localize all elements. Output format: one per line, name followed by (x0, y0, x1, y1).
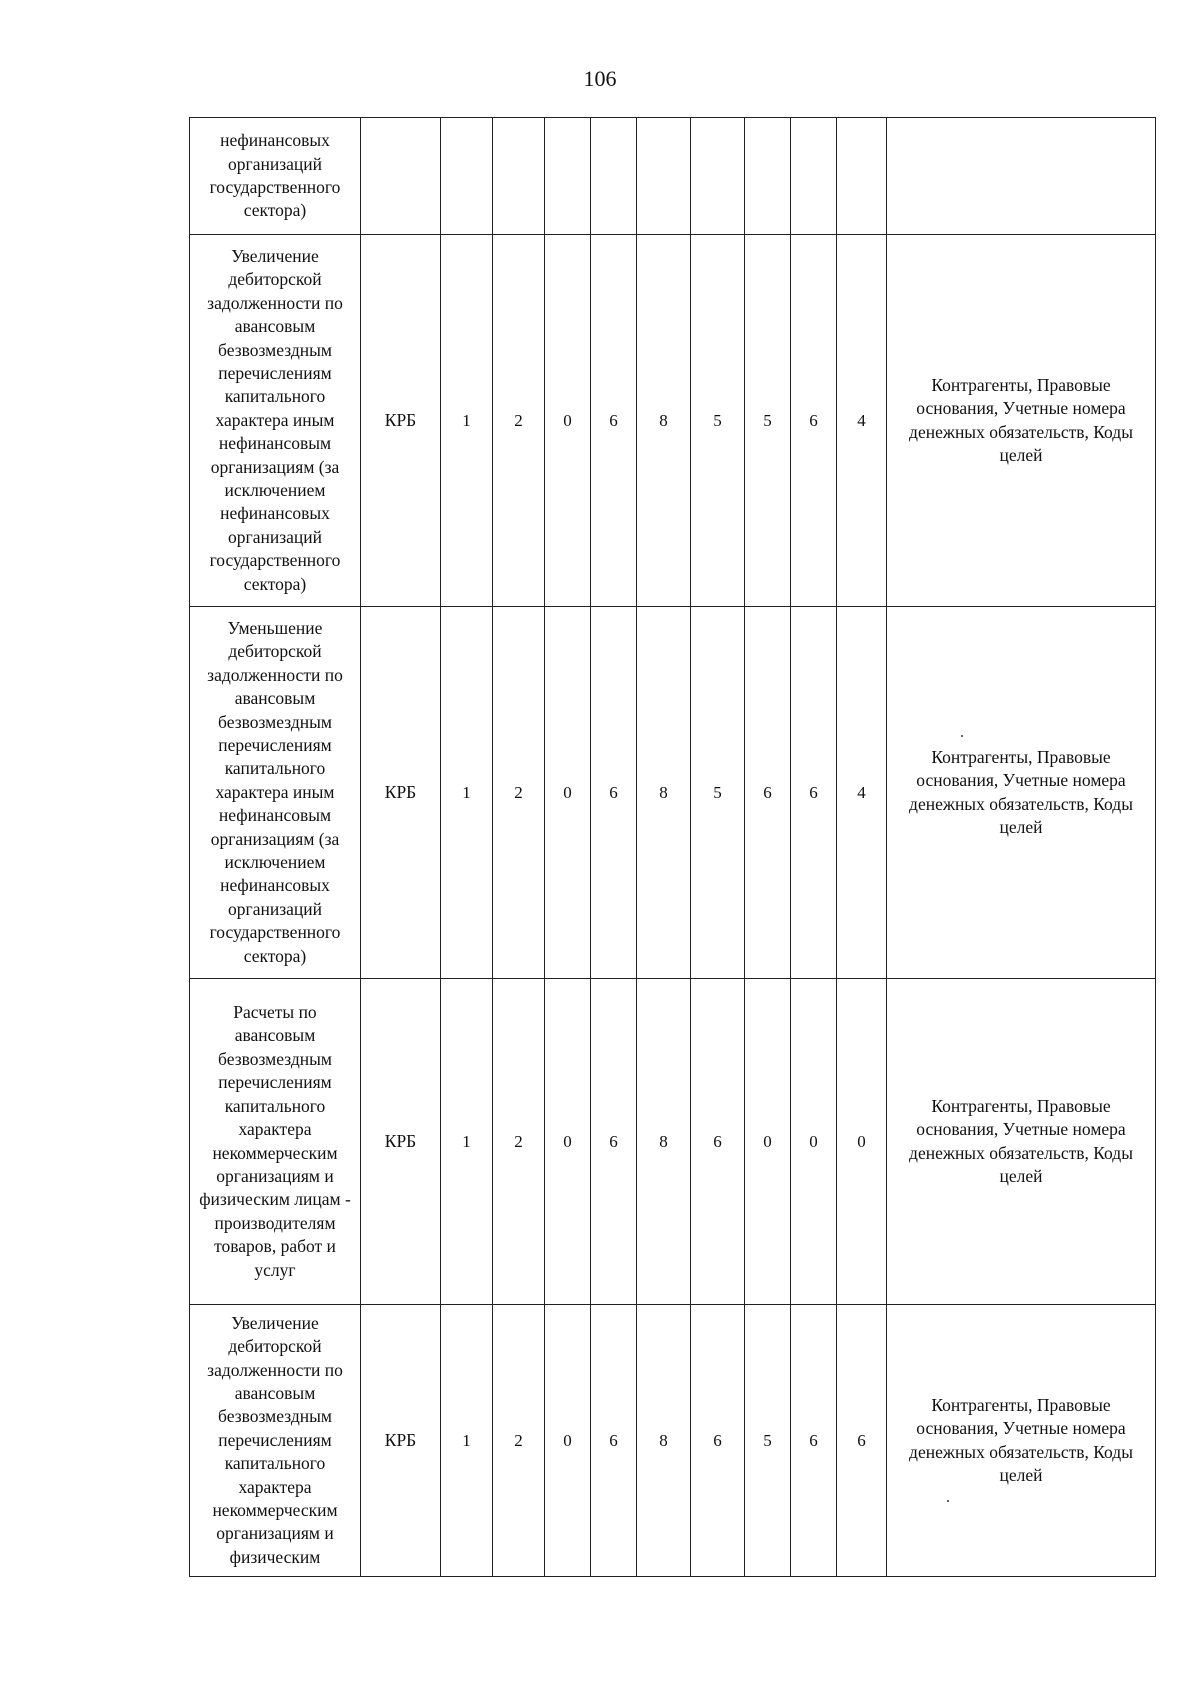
account-name-cell: Уменьшение дебиторской задолженности по авансовым безвозмездным перечислениям капитального характера иным нефинансовым организациям (за исключением нефинансовых организаций государственного сектора) (190, 607, 361, 979)
account-digit-cell: 0 (837, 979, 887, 1305)
account-digit-cell: 6 (791, 1305, 837, 1577)
account-digit-cell: 4 (837, 235, 887, 607)
budget-type-cell: КРБ (361, 1305, 441, 1577)
account-digit-cell: 2 (493, 235, 545, 607)
account-digit-cell: 5 (745, 235, 791, 607)
account-digit-cell: 6 (591, 979, 637, 1305)
account-digit-cell: 6 (591, 1305, 637, 1577)
analytics-cell: Контрагенты, Правовые основания, Учетные номера денежных обязательств, Коды целей (887, 607, 1156, 979)
account-digit-cell: 5 (691, 235, 745, 607)
account-name-cell: Увеличение дебиторской задолженности по авансовым безвозмездным перечислениям капитального характера некоммерческим организациям и физическим (190, 1305, 361, 1577)
table-row (190, 235, 1156, 607)
account-digit-cell: 2 (493, 979, 545, 1305)
scan-speck (947, 1500, 949, 1502)
table-row (190, 118, 1156, 235)
table-row (190, 1305, 1156, 1577)
account-digit-cell (441, 118, 493, 235)
analytics-cell (887, 118, 1156, 235)
account-digit-cell: 6 (591, 235, 637, 607)
account-digit-cell: 8 (637, 979, 691, 1305)
account-digit-cell: 6 (691, 979, 745, 1305)
account-digit-cell: 0 (545, 235, 591, 607)
account-digit-cell: 6 (837, 1305, 887, 1577)
account-digit-cell: 6 (791, 235, 837, 607)
analytics-cell: Контрагенты, Правовые основания, Учетные номера денежных обязательств, Коды целей (887, 979, 1156, 1305)
account-digit-cell: 2 (493, 1305, 545, 1577)
budget-type-cell: КРБ (361, 607, 441, 979)
account-digit-cell: 8 (637, 235, 691, 607)
budget-type-cell: КРБ (361, 979, 441, 1305)
account-digit-cell: 1 (441, 979, 493, 1305)
account-digit-cell (545, 118, 591, 235)
account-digit-cell: 1 (441, 235, 493, 607)
scan-speck (961, 735, 963, 737)
budget-type-cell (361, 118, 441, 235)
account-digit-cell (637, 118, 691, 235)
account-digit-cell: 0 (745, 979, 791, 1305)
account-digit-cell (591, 118, 637, 235)
account-name-cell: Расчеты по авансовым безвозмездным перечислениям капитального характера некоммерческим организациям и физическим лицам - производителям товаров, работ и услуг (190, 979, 361, 1305)
budget-type-cell: КРБ (361, 235, 441, 607)
account-digit-cell: 1 (441, 607, 493, 979)
account-digit-cell (837, 118, 887, 235)
account-digit-cell: 5 (691, 607, 745, 979)
analytics-cell: Контрагенты, Правовые основания, Учетные номера денежных обязательств, Коды целей (887, 1305, 1156, 1577)
account-name-cell: нефинансовых организаций государственного сектора) (190, 118, 361, 235)
account-table (189, 117, 1156, 1577)
account-digit-cell: 8 (637, 607, 691, 979)
table-row (190, 979, 1156, 1305)
account-digit-cell (691, 118, 745, 235)
analytics-cell: Контрагенты, Правовые основания, Учетные номера денежных обязательств, Коды целей (887, 235, 1156, 607)
account-digit-cell: 0 (545, 979, 591, 1305)
account-digit-cell (745, 118, 791, 235)
account-digit-cell (791, 118, 837, 235)
account-digit-cell: 6 (745, 607, 791, 979)
table-row (190, 607, 1156, 979)
account-digit-cell: 6 (691, 1305, 745, 1577)
account-digit-cell: 0 (791, 979, 837, 1305)
account-digit-cell: 6 (591, 607, 637, 979)
account-digit-cell: 5 (745, 1305, 791, 1577)
account-digit-cell: 0 (545, 607, 591, 979)
account-digit-cell: 2 (493, 607, 545, 979)
account-digit-cell (493, 118, 545, 235)
account-digit-cell: 0 (545, 1305, 591, 1577)
account-digit-cell: 8 (637, 1305, 691, 1577)
page-number: 106 (583, 66, 617, 91)
account-digit-cell: 4 (837, 607, 887, 979)
account-digit-cell: 1 (441, 1305, 493, 1577)
account-name-cell: Увеличение дебиторской задолженности по авансовым безвозмездным перечислениям капитального характера иным нефинансовым организациям (за исключением нефинансовых организаций государственного сектора) (190, 235, 361, 607)
account-digit-cell: 6 (791, 607, 837, 979)
